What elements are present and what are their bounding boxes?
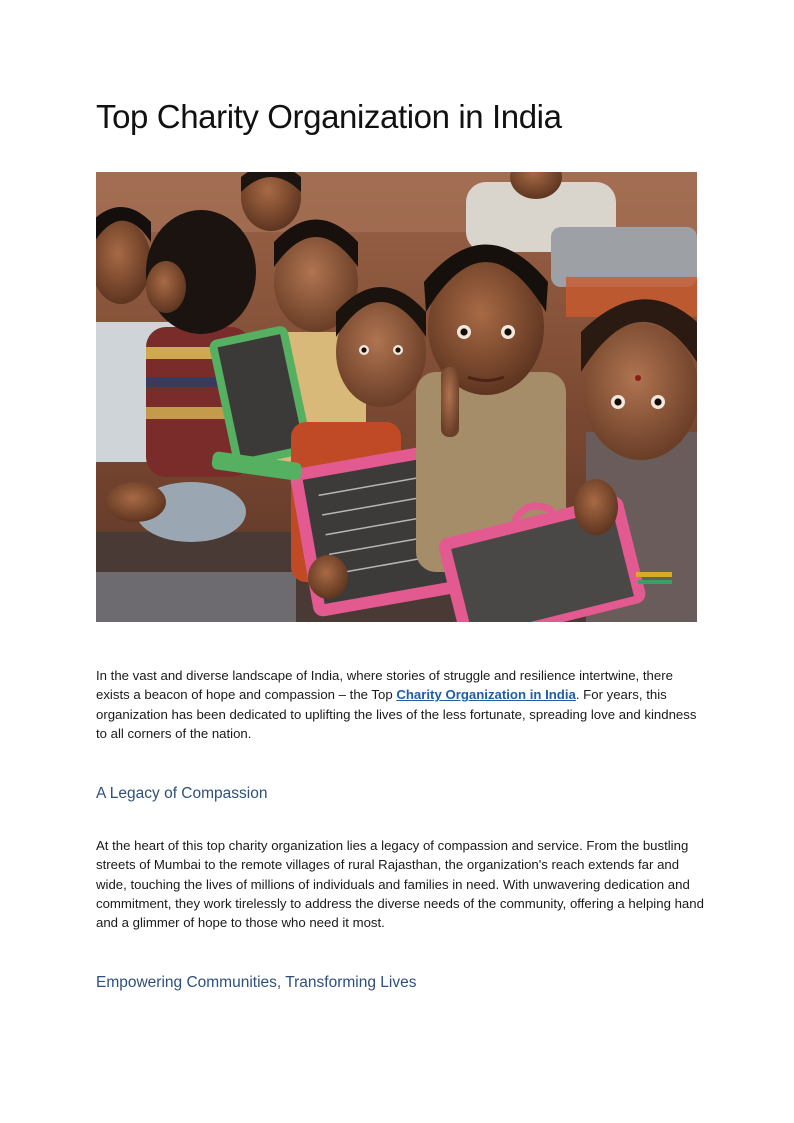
legacy-paragraph: At the heart of this top charity organization lies a legacy of compassion and service. From the bustling streets of Mumbai to the remote villages of rural Rajasthan, the organization's reach extends far and wide, touching the lives of millions of individuals and families in need. With unwavering dedication and commitment, they work tirelessly to address the diverse needs of the community, offering a helping hand and a glimmer of hope to those who need it most.: [96, 838, 704, 931]
charity-organization-link[interactable]: Charity Organization in India: [396, 687, 576, 703]
page-title: Top Charity Organization in India: [96, 98, 562, 135]
intro-text-before-link: In the vast and diverse landscape of India, where stories of struggle and resilience intertwine, there exists a beacon of hope and compassion – the Top: [96, 668, 673, 703]
intro-paragraph: [96, 666, 706, 743]
section-heading-empowering: Empowering Communities, Transforming Lives: [96, 974, 417, 991]
intro-text-after-link: . For years, this organization has been dedicated to uplifting the lives of the less fortunate, spreading love and kindness to all corners of the nation.: [96, 687, 697, 741]
children-classroom-photo: [96, 172, 697, 622]
section-heading-legacy: A Legacy of Compassion: [96, 785, 268, 802]
